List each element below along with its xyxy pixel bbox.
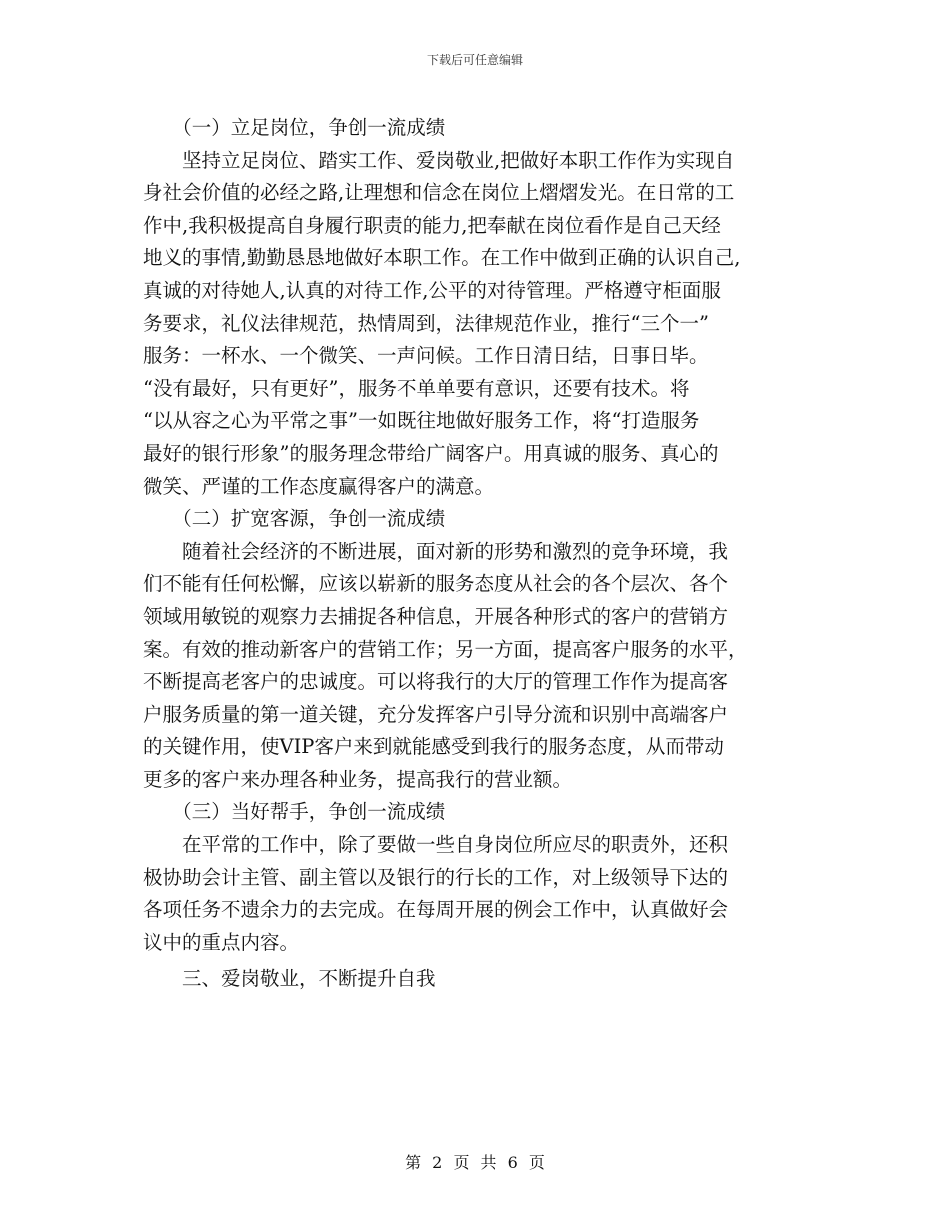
paragraph-line: 户服务质量的第一道关键，充分发挥客户引导分流和识别中高端客户: [143, 702, 729, 726]
paragraph-line: 不断提高老客户的忠诚度。可以将我行的大厅的管理工作作为提高客: [143, 670, 729, 694]
paragraph-line: 极协助会计主管、副主管以及银行的行长的工作，对上级领导下达的: [143, 865, 729, 889]
paragraph-line: 服务：一杯水、一个微笑、一声问候。工作日清日结，日事日毕。: [143, 344, 709, 368]
paragraph-line: 各项任务不遗余力的去完成。在每周开展的例会工作中，认真做好会: [143, 898, 729, 922]
paragraph-line: 们不能有任何松懈，应该以崭新的服务态度从社会的各个层次、各个: [143, 572, 729, 596]
page-header: 下载后可任意编辑: [426, 53, 523, 67]
document-body: [143, 112, 815, 996]
paragraph-line: “没有最好，只有更好”，服务不单单要有意识，还要有技术。将: [143, 376, 690, 400]
page-footer: 第 2 页 共 6 页: [405, 1153, 545, 1172]
paragraph-line: 微笑、严谨的工作态度赢得客户的满意。: [143, 474, 495, 498]
paragraph-line: 的关键作用，使VIP客户来到就能感受到我行的服务态度，从而带动: [143, 735, 724, 759]
paragraph-line: 议中的重点内容。: [143, 930, 300, 954]
paragraph-line: 更多的客户来办理各种业务，提高我行的营业额。: [143, 767, 573, 791]
paragraph-line: 身社会价值的必经之路,让理想和信念在岗位上熠熠发光。在日常的工: [143, 181, 735, 205]
paragraph-line: 案。有效的推动新客户的营销工作；另一方面，提高客户服务的水平，: [143, 637, 748, 661]
section-heading: 三、爱岗敬业，不断提升自我: [143, 967, 436, 991]
section-heading: （三）当好帮手，争创一流成绩: [143, 800, 446, 824]
section-heading: （二）扩宽客源，争创一流成绩: [143, 507, 446, 531]
paragraph-line: （一）立足岗位，争创一流成绩: [143, 116, 446, 139]
paragraph-line: 随着社会经济的不断进展，面对新的形势和激烈的竞争环境，我: [143, 539, 729, 563]
paragraph-line: 作中,我积极提高自身履行职责的能力,把奉献在岗位看作是自己天经: [143, 213, 721, 237]
paragraph-line: 地义的事情,勤勤恳恳地做好本职工作。在工作中做到正确的认识自己,: [143, 246, 741, 270]
paragraph-line: 在平常的工作中，除了要做一些自身岗位所应尽的职责外，还积: [143, 833, 729, 857]
paragraph-line: 务要求，礼仪法律规范，热情周到，法律规范作业，推行“三个一”: [143, 311, 709, 335]
paragraph-line: “以从容之心为平常之事”一如既往地做好服务工作，将“打造服务: [143, 409, 700, 433]
paragraph-line: 领域用敏锐的观察力去捕捉各种信息，开展各种形式的客户的营销方: [143, 604, 729, 628]
paragraph-line: 坚持立足岗位、踏实工作、爱岗敬业,把做好本职工作作为实现自: [143, 148, 735, 172]
paragraph-line: 最好的银行形象”的服务理念带给广阔客户。用真诚的服务、真心的: [143, 441, 719, 465]
paragraph-line: 真诚的对待她人,认真的对待工作,公平的对待管理。严格遵守柜面服: [143, 278, 721, 302]
